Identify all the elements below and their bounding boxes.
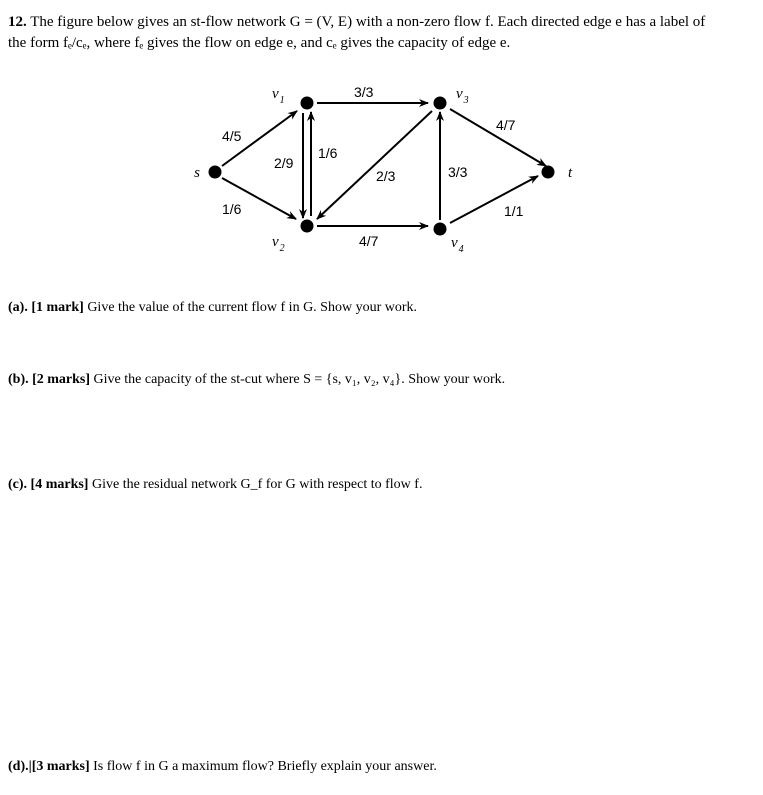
node-v3 <box>434 97 447 110</box>
node-v4 <box>434 223 447 236</box>
part-b <box>8 372 505 388</box>
node-sub-v4: 4 <box>458 244 464 255</box>
question-text-1: The figure below gives an st-flow network G = (V, E) with a non-zero flow f. Each directed edge e has a label of <box>30 14 706 30</box>
node-sub-v2: 2 <box>279 243 285 254</box>
node-sub-v3: 3 <box>463 95 469 106</box>
part-c-label: (c). [4 marks] <box>8 477 89 492</box>
question-number: 12. <box>8 14 27 30</box>
edge-label-s-v2: 1/6 <box>222 201 242 217</box>
node-sub-v1: 1 <box>279 95 285 106</box>
edge-label-v2-v4: 4/7 <box>359 233 379 249</box>
edge-v4-t <box>450 176 538 223</box>
labels-layer <box>194 84 573 255</box>
part-a-text: Give the value of the current flow f in G. Show your work. <box>83 300 418 315</box>
edge-label-s-v1: 4/5 <box>222 128 242 144</box>
node-v1 <box>301 97 314 110</box>
part-c-text: Give the residual network G_f for G with respect to flow f. <box>88 477 423 492</box>
edge-label-v1-v3: 3/3 <box>354 84 374 100</box>
node-t <box>542 166 555 179</box>
part-a <box>8 300 417 316</box>
edge-label-v3-v2: 2/3 <box>376 168 396 184</box>
question-line-2: the form fₑ/cₑ, where fₑ gives the flow on edge e, and cₑ gives the capacity of edge e. <box>8 35 511 51</box>
part-b-label: (b). [2 marks] <box>8 372 91 387</box>
edge-label-v3-t: 4/7 <box>496 117 516 133</box>
node-label-v2: $v_2$ <box>272 234 285 254</box>
edge-label-v4-v3: 3/3 <box>448 164 468 180</box>
part-d-label: (d).|[3 marks] <box>8 759 90 774</box>
part-c <box>8 477 422 493</box>
node-label-v3: $v_3$ <box>456 86 469 106</box>
flow-network-diagram <box>0 0 763 290</box>
node-label-v4: $v_4$ <box>451 235 464 255</box>
edge-label-v1-v2: 2/9 <box>274 155 294 171</box>
edge-label-v2-v1: 1/6 <box>318 145 338 161</box>
part-d-text: Is flow f in G a maximum flow? Briefly explain your answer. <box>89 759 437 774</box>
edge-label-v4-t: 1/1 <box>504 203 524 219</box>
part-b-text: Give the capacity of the st-cut where S = {s, v₁, v₂, v₄}. Show your work. <box>90 372 506 387</box>
node-s <box>209 166 222 179</box>
node-label-s: s <box>194 165 200 181</box>
node-v2 <box>301 220 314 233</box>
node-label-t: t <box>568 165 573 181</box>
edge-v3-v2 <box>317 111 432 219</box>
part-a-label: (a). [1 mark] <box>8 300 84 315</box>
node-label-v1: $v_1$ <box>272 86 285 106</box>
part-d <box>8 759 437 775</box>
